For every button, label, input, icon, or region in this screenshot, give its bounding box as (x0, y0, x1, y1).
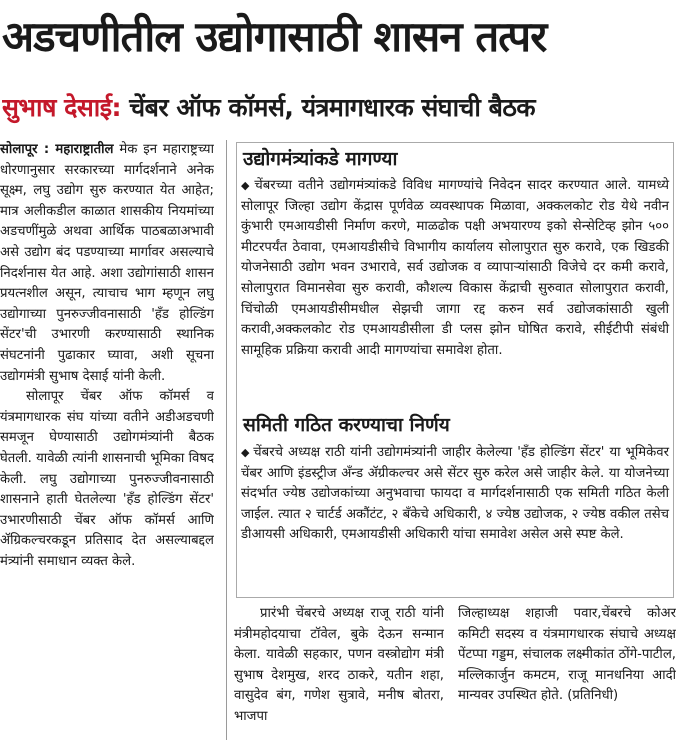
bottom-middle-paragraph: प्रारंभी चेंबरचे अध्यक्ष राजू राठी यांनी मंत्रीमहोदयाचा टॉवेल, बुके देऊन सन्मान केला. यावेळी सहकार, पणन वस्त्रोद्योग मंत्री सुभाष देशमुख, शरद ठाकरे, यतीन शहा, वासुदेव बंग, गणेश सुत्रावे, मनीष बोतरा, भाजपा (234, 606, 444, 724)
box-heading-committee: समिती गठित करण्याचा निर्णय (243, 414, 450, 436)
dateline: सोलापूर : महाराष्ट्रातील (0, 142, 114, 157)
column-divider (226, 140, 227, 740)
subhead-speaker-name: सुभाष देसाई: (2, 93, 122, 122)
box-text-committee: चेंबरचे अध्यक्ष राठी यांनी उद्योगमंत्र्यांनी जाहीर केलेल्या 'हँड होल्डिंग सेंटर' या भूमिकेवर चेंबर आणि इंडस्ट्रीज अँन्ड ॲग्रीकल्चर असे सेंटर सुरु करेल असे जाहीर केले. या योजनेच्या संदर्भात ज्येष्ठ उद्योजकांच्या अनुभवाचा फायदा व मार्गदर्शनासाठी एक समिती गठित केली जाईल. त्यात २ चार्टर्ड अकौंटंट, २ बँकेचे अधिकारी, ४ ज्येष्ठ उद्योजक, २ ज्येष्ठ वकील तसेच डीआयसी अधिकारी, एमआयडीसी अधिकारी यांचा समावेश असेल असे स्पष्ट केले. (241, 445, 669, 543)
bottom-middle-column (234, 604, 444, 740)
bottom-right-paragraph: जिल्हाध्यक्ष शहाजी पवार,चेंबरचे कोअर कमिटी सदस्य व यंत्रमागधारक संघाचे अध्यक्ष पेंटप्पा गड्डम, संचालक लक्ष्मीकांत ठोंगे-पाटील, मल्लिकार्जुन कमटम, राजू मानधनिया आदी मान्यवर उपस्थित होते. (प्रतिनिधी) (458, 606, 676, 704)
left-paragraph-2: सोलापूर चेंबर ऑफ कॉमर्स व यंत्रमागधारक संघ यांच्या वतीने अडीअडचणी समजून घेण्यासाठी उद्योगमंत्र्यांनी बैठक घेतली. यावेळी त्यांनी शासनाची भूमिका विषद केली. लघु उद्योगाच्या पुनरुज्जीवनासाठी शासनाने हाती घेतलेल्या 'हँड होल्डिंग सेंटर' उभारणीसाठी चेंबर ऑफ कॉमर्स आणि ॲग्रिकल्चरकडून प्रतिसाद देत असल्याबद्दल मंत्र्यांनी समाधान व्यक्त केले. (0, 389, 214, 569)
box-body-demands (241, 176, 669, 361)
sidebar-box (236, 142, 674, 598)
subheadline (2, 88, 676, 128)
left-column (0, 140, 214, 740)
box-body-committee (241, 443, 669, 546)
box-heading-demands: उद्योगमंत्र्यांकडे मागण्या (243, 148, 398, 170)
headline: अडचणीतील उद्योगासाठी शासन तत्पर (2, 12, 547, 61)
bottom-right-column (458, 604, 676, 740)
diamond-bullet-icon: ◆ (241, 446, 251, 459)
left-paragraph-1: मेक इन महाराष्ट्रच्या धोरणानुसार सरकारच्या मार्गदर्शनाने अनेक सूक्ष्म, लघु उद्योग सुरु करण्यात येत आहेत; मात्र अलीकडील काळात शासकीय नियमांच्या अडचणींमुळे अथवा आर्थिक पाठबळाअभावी असे उद्योग बंद पडण्याच्या मार्गावर असल्याचे निदर्शनास येत आहे. अशा उद्योगांसाठी शासन प्रयत्नशील असून, त्याचाच भाग म्हणून लघु उद्योगाच्या पुनरुज्जीवनासाठी 'हँड होल्डिंग सेंटर'ची उभारणी करण्यासाठी स्थानिक संघटनांनी पुढाकार घ्यावा, अशी सूचना उद्योगमंत्री सुभाष देसाई यांनी केली. (0, 142, 214, 384)
box-text-demands: चेंबरच्या वतीने उद्योगमंत्र्यांकडे विविध मागण्यांचे निवेदन सादर करण्यात आले. यामध्ये सोलापूर जिल्हा उद्योग केंद्रास पूर्णवेळ व्यवस्थापक मिळावा, अक्कलकोट रोड येथे नवीन कुंभारी एमआयडीसी निर्माण करणे, माळढोक पक्षी अभयारण्य इको सेन्सेटिव्ह झोन ५०० मीटरपर्यंत ठेवावा, एमआयडीसीचे विभागीय कार्यालय सोलापुरात सुरु करावे, एक खिडकी योजनेसाठी उद्योग भवन उभारावे, सर्व उद्योजक व व्यापाऱ्यांसाठी विजेचे दर कमी करावे, सोलापुरात विमानसेवा सुरु करावी, कौशल्य विकास केंद्राची सुरुवात सोलापुरात करावी, चिंचोळी एमआयडीसीमधील सेझची जागा रद्द करुन सर्व उद्योजकांसाठी खुली करावी,अक्कलकोट रोड एमआयडीसीला डी प्लस झोन घोषित करावे, सीईटीपी संबंधी सामूहिक प्रक्रिया करावी आदी मागण्यांचा समावेश होता. (241, 178, 669, 358)
diamond-bullet-icon: ◆ (241, 179, 252, 192)
subhead-text: चेंबर ऑफ कॉमर्स, यंत्रमागधारक संघाची बैठक (129, 93, 536, 122)
